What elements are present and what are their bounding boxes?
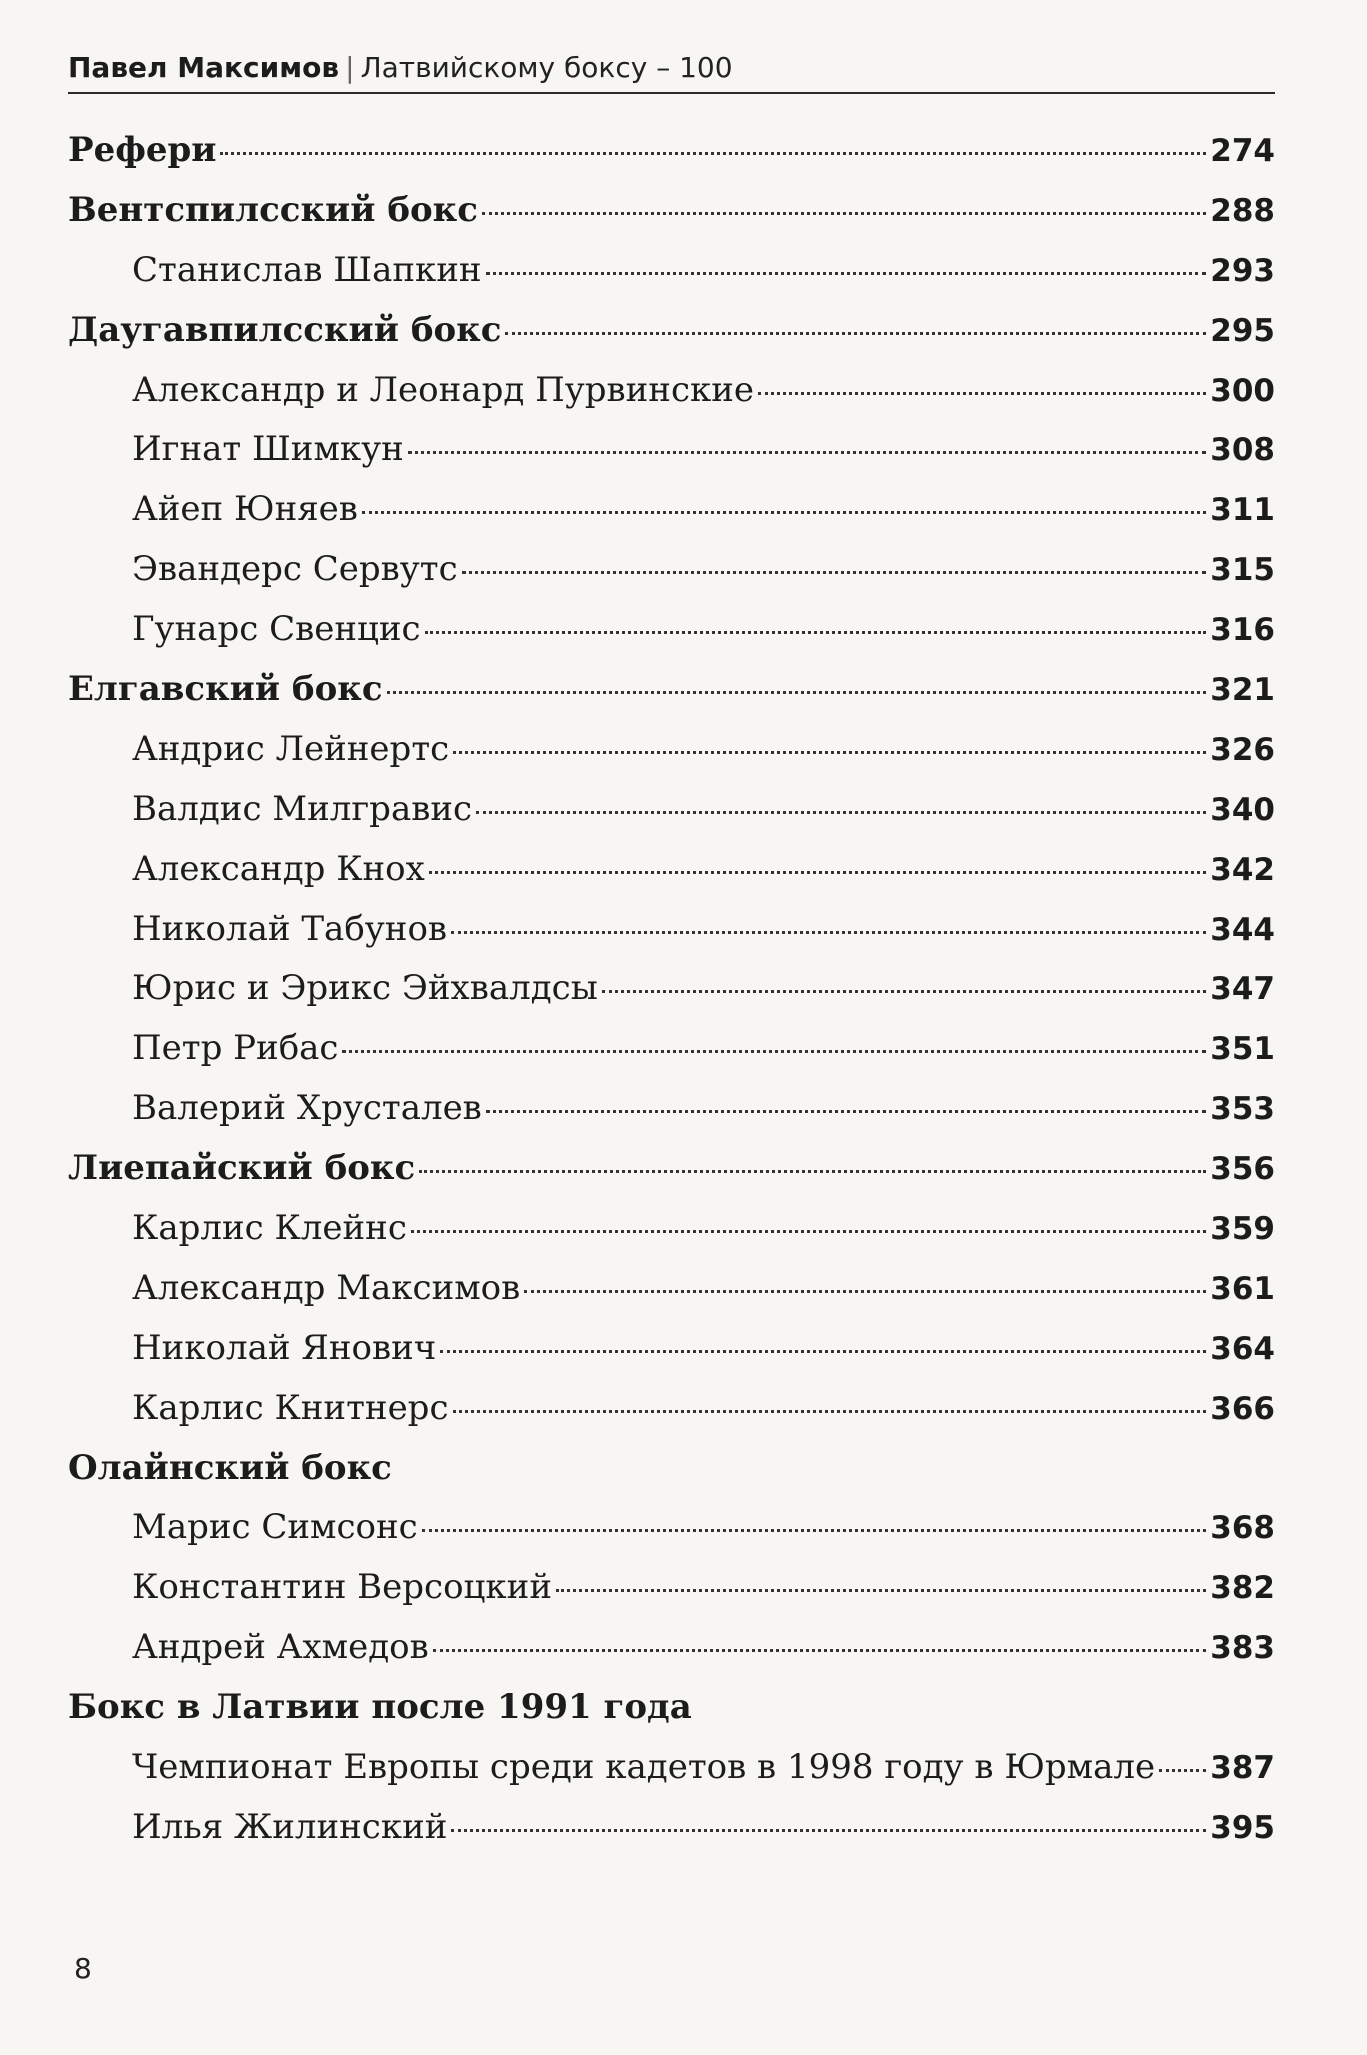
toc-sub-entry [68, 1388, 1275, 1448]
dot-leader [602, 990, 1207, 993]
toc-entry-label: Марис Симсонс [132, 1507, 418, 1548]
toc-entry-label: Илья Жилинский [132, 1806, 448, 1847]
toc-entry-page: 383 [1210, 1630, 1275, 1667]
dot-leader [425, 631, 1207, 634]
dot-leader [451, 1829, 1206, 1832]
toc-sub-entry [68, 1567, 1275, 1627]
header-separator: | [345, 51, 355, 84]
toc-entry-label: Константин Версоцкий [132, 1567, 552, 1608]
toc-entry-label: Елгавский бокс [68, 669, 383, 710]
toc-entry-page: 342 [1210, 851, 1275, 888]
toc-entry-label: Игнат Шимкун [132, 429, 404, 470]
running-header [68, 48, 1275, 94]
dot-leader [411, 1230, 1206, 1233]
toc-entry-label: Чемпионат Европы среди кадетов в 1998 году в Юрмале [132, 1747, 1156, 1788]
toc-entry-label: Бокс в Латвии после 1991 года [68, 1687, 692, 1728]
toc-section-entry [68, 1448, 1275, 1508]
toc-entry-page: 387 [1210, 1750, 1275, 1787]
toc-section-entry [68, 310, 1275, 370]
dot-leader [342, 1050, 1206, 1053]
dot-leader [419, 1170, 1206, 1173]
toc-sub-entry [68, 1627, 1275, 1687]
toc-sub-entry [68, 1328, 1275, 1388]
toc-entry-page: 361 [1210, 1270, 1275, 1307]
toc-sub-entry [68, 789, 1275, 849]
toc-entry-page: 326 [1210, 731, 1275, 768]
toc-entry-label: Станислав Шапкин [132, 249, 482, 290]
toc-sub-entry [68, 968, 1275, 1028]
dot-leader [1159, 1769, 1206, 1772]
toc-entry-label: Карлис Книтнерс [132, 1387, 449, 1428]
dot-leader [758, 392, 1206, 395]
toc-entry-page: 344 [1210, 911, 1275, 948]
toc-entry-page: 351 [1210, 1031, 1275, 1068]
toc-entry-label: Олайнский бокс [68, 1447, 392, 1488]
toc-entry-label: Александр Кнох [132, 848, 425, 889]
dot-leader [220, 152, 1206, 155]
toc-entry-label: Гунарс Свенцис [132, 609, 421, 650]
toc-entry-label: Лиепайский бокс [68, 1148, 416, 1189]
toc-entry-label: Эвандерс Сервутс [132, 549, 458, 590]
toc-entry-label: Александр Максимов [132, 1267, 521, 1308]
toc-entry-page: 340 [1210, 791, 1275, 828]
toc-entry-page: 311 [1210, 492, 1275, 529]
page-number: 8 [74, 1952, 92, 1985]
toc-entry-page: 356 [1210, 1151, 1275, 1188]
toc-entry-page: 300 [1210, 372, 1275, 409]
toc-entry-page: 274 [1210, 133, 1275, 169]
toc-sub-entry [68, 609, 1275, 669]
dot-leader [429, 871, 1206, 874]
dot-leader [453, 751, 1206, 754]
toc-entry-page: 308 [1210, 432, 1275, 469]
toc-sub-entry [68, 1268, 1275, 1328]
toc-sub-entry [68, 250, 1275, 310]
dot-leader [451, 931, 1206, 934]
dot-leader [408, 451, 1206, 454]
toc-sub-entry [68, 429, 1275, 489]
toc-entry-label: Александр и Леонард Пурвинские [132, 369, 755, 410]
toc-entry-page: 293 [1210, 252, 1275, 289]
toc-entry-label: Карлис Клейнс [132, 1208, 407, 1249]
header-author: Павел Максимов [68, 51, 340, 84]
dot-leader [462, 571, 1207, 574]
toc-entry-label: Юрис и Эрикс Эйхвалдсы [132, 968, 598, 1009]
dot-leader [387, 691, 1207, 694]
toc-sub-entry [68, 909, 1275, 969]
dot-leader [422, 1529, 1207, 1532]
toc-sub-entry [68, 1208, 1275, 1268]
dot-leader [482, 212, 1206, 215]
dot-leader [440, 1350, 1206, 1353]
toc-entry-page: 382 [1210, 1570, 1275, 1607]
toc-entry-label: Вентспилсский бокс [68, 189, 478, 230]
toc-sub-entry [68, 1807, 1275, 1867]
toc-entry-page: 359 [1210, 1211, 1275, 1248]
dot-leader [476, 811, 1206, 814]
dot-leader [524, 1290, 1206, 1293]
toc-entry-page: 395 [1210, 1809, 1275, 1846]
toc-sub-entry [68, 489, 1275, 549]
dot-leader [556, 1589, 1206, 1592]
toc-entry-label: Айеп Юняев [132, 489, 358, 530]
toc-sub-entry [68, 549, 1275, 609]
toc-entry-label: Рефери [68, 130, 217, 170]
header-book-title: Латвийскому боксу – 100 [360, 51, 733, 84]
dot-leader [505, 332, 1206, 335]
dot-leader [486, 272, 1207, 275]
dot-leader [433, 1649, 1207, 1652]
toc-entry-page: 295 [1210, 312, 1275, 349]
toc-section-entry [68, 1687, 1275, 1747]
toc-entry-page: 315 [1210, 552, 1275, 589]
toc-sub-entry [68, 1507, 1275, 1567]
dot-leader [453, 1410, 1207, 1413]
toc-section-entry [68, 669, 1275, 729]
toc-sub-entry [68, 849, 1275, 909]
toc-entry-page: 347 [1210, 971, 1275, 1008]
toc-sub-entry [68, 1088, 1275, 1148]
toc-sub-entry [68, 1747, 1275, 1807]
toc-section-entry [68, 130, 1275, 190]
toc-entry-page: 316 [1210, 612, 1275, 649]
toc-sub-entry [68, 370, 1275, 430]
toc-entry-page: 288 [1210, 192, 1275, 229]
toc-entry-label: Николай Янович [132, 1327, 437, 1368]
toc-entry-page: 366 [1210, 1390, 1275, 1427]
toc-sub-entry [68, 729, 1275, 789]
toc-entry-page: 353 [1210, 1091, 1275, 1128]
toc-entry-page: 321 [1210, 672, 1275, 709]
toc-entry-label: Даугавпилсский бокс [68, 309, 502, 350]
toc-section-entry [68, 1148, 1275, 1208]
toc-section-entry [68, 190, 1275, 250]
toc-entry-label: Валдис Милгравис [132, 788, 473, 829]
toc-entry-label: Валерий Хрусталев [132, 1088, 482, 1129]
table-of-contents [68, 130, 1275, 1867]
toc-entry-page: 368 [1210, 1510, 1275, 1547]
dot-leader [486, 1110, 1206, 1113]
dot-leader [362, 511, 1206, 514]
toc-entry-label: Андрис Лейнертс [132, 728, 450, 769]
toc-entry-label: Петр Рибас [132, 1028, 339, 1069]
toc-entry-label: Андрей Ахмедов [132, 1627, 429, 1668]
toc-entry-label: Николай Табунов [132, 908, 448, 949]
toc-entry-page: 364 [1210, 1330, 1275, 1367]
toc-sub-entry [68, 1028, 1275, 1088]
